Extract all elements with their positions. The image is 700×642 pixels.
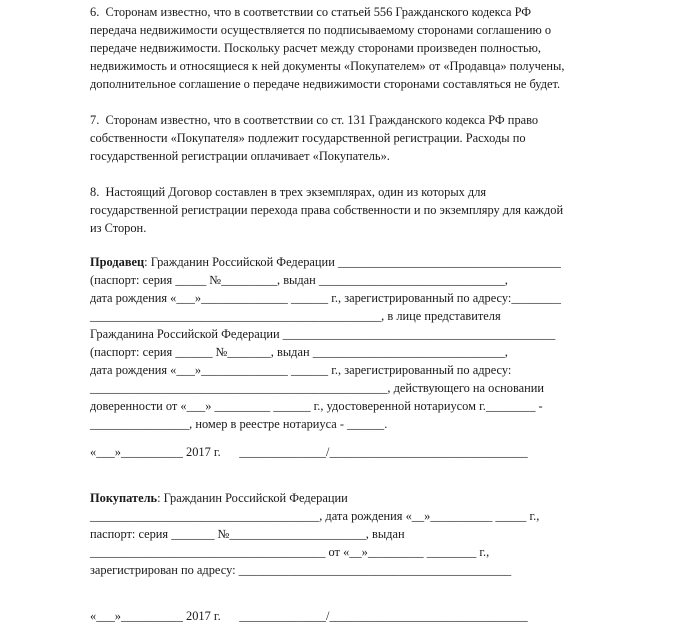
seller-line: дата рождения «___»______________ ______ г., зарегистрированный по адресу: <box>90 363 512 377</box>
buyer-line: _____________________________________, дата рождения «__»__________ _____ г., <box>90 509 540 523</box>
clause8-line: из Сторон. <box>90 221 147 235</box>
seller-line: (паспорт: серия ______ №_______, выдан _______________________________, <box>90 345 508 359</box>
buyer-line: ______________________________________ от «__»_________ ________ г., <box>90 545 490 559</box>
seller-heading-line <box>90 254 561 271</box>
seller-line: доверенности от «___» _________ ______ г., удостоверенной нотариусом г.________ - <box>90 399 543 413</box>
clause6-line: 6. Сторонам известно, что в соответствии со статьей 556 Гражданского кодекса РФ <box>90 5 532 19</box>
clause6-line: дополнительное соглашение о передаче недвижимости сторонами составляться не будет. <box>90 77 561 91</box>
buyer-line: зарегистрирован по адресу: ____________________________________________ <box>90 563 512 577</box>
buyer-heading-line <box>90 490 348 507</box>
seller-line: ________________, номер в реестре нотариуса - ______. <box>90 417 388 431</box>
seller-signature-line: «___»__________ 2017 г. ______________/________________________________ <box>90 445 528 459</box>
clause8-line: государственной регистрации перехода права собственности и по экземпляру для каждой <box>90 203 564 217</box>
clause7-line: собственности «Покупателя» подлежит государственной регистрации. Расходы по <box>90 131 526 145</box>
clause6-line: передача недвижимости осуществляется по подписываемому сторонами соглашению о <box>90 23 552 37</box>
seller-line: дата рождения «___»______________ ______ г., зарегистрированный по адресу:________ <box>90 291 561 305</box>
buyer-label: Покупатель <box>90 491 158 505</box>
clause7-line: 7. Сторонам известно, что в соответствии со ст. 131 Гражданского кодекса РФ право <box>90 113 539 127</box>
buyer-signature-line: «___»__________ 2017 г. ______________/________________________________ <box>90 609 528 623</box>
clause6-line: недвижимость и относящиеся к ней документы «Покупателем» от «Продавца» получены, <box>90 59 565 73</box>
clause7-line: государственной регистрации оплачивает «Покупатель». <box>90 149 390 163</box>
buyer-line: паспорт: серия _______ №______________________, выдан <box>90 527 405 541</box>
seller-label: Продавец <box>90 255 145 269</box>
seller-line: ________________________________________________, действующего на основании <box>90 381 545 395</box>
seller-line: Гражданина Российской Федерации ____________________________________________ <box>90 327 556 341</box>
clause8-line: 8. Настоящий Договор составлен в трех экземплярах, один из которых для <box>90 185 487 199</box>
seller-citizenship: : Гражданин Российской Федерации ____________________________________ <box>144 255 561 269</box>
seller-line: (паспорт: серия _____ №_________, выдан ______________________________, <box>90 273 508 287</box>
seller-line: _______________________________________________, в лице представителя <box>90 309 501 323</box>
buyer-citizenship: : Гражданин Российской Федерации <box>157 491 348 505</box>
clause6-line: передаче недвижимости. Поскольку расчет между сторонами произведен полностью, <box>90 41 541 55</box>
